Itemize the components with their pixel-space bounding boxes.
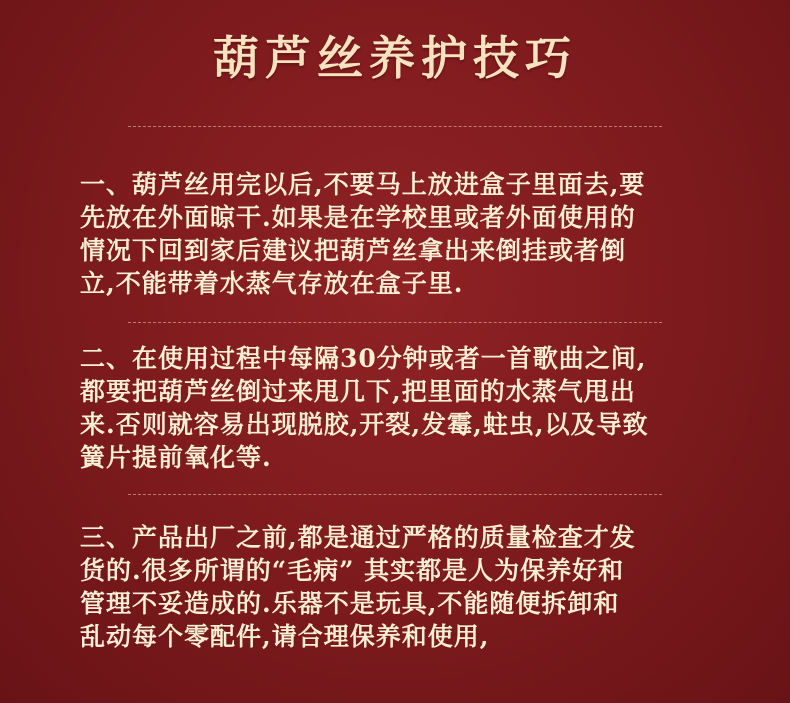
tip-section-3 [80, 521, 720, 653]
tip-section-1 [80, 168, 720, 300]
tip-text-line: 一、葫芦丝用完以后,不要马上放进盒子里面去,要 [80, 170, 646, 199]
tip-text-line: 管理不妥造成的.乐器不是玩具,不能随便拆卸和 [80, 589, 620, 618]
tip-section-2 [80, 342, 720, 474]
page-title: 葫芦丝养护技巧 [213, 31, 577, 85]
tip-text-line: 三、产品出厂之前,都是通过严格的质量检查才发 [80, 523, 636, 552]
tip-text-line: 先放在外面晾干.如果是在学校里或者外面使用的 [80, 203, 636, 232]
tip-text-line: 都要把葫芦丝倒过来甩几下,把里面的水蒸气甩出 [80, 377, 636, 406]
tip-text-line: 来.否则就容易出现脱胶,开裂,发霉,蛀虫,以及导致 [80, 410, 649, 439]
tip-text-line: 情况下回到家后建议把葫芦丝拿出来倒挂或者倒 [80, 236, 627, 265]
tip-text-line: 乱动每个零配件,请合理保养和使用, [80, 622, 490, 651]
divider [128, 126, 662, 127]
tip-text-line: 货的.很多所谓的“毛病” 其实都是人为保养好和 [80, 556, 625, 585]
divider [128, 494, 662, 495]
tip-text-line: 二、在使用过程中每隔30分钟或者一首歌曲之间, [80, 344, 647, 373]
tip-text-line: 立,不能带着水蒸气存放在盒子里. [80, 269, 464, 298]
divider [128, 322, 662, 323]
tip-text-line: 簧片提前氧化等. [80, 443, 272, 472]
